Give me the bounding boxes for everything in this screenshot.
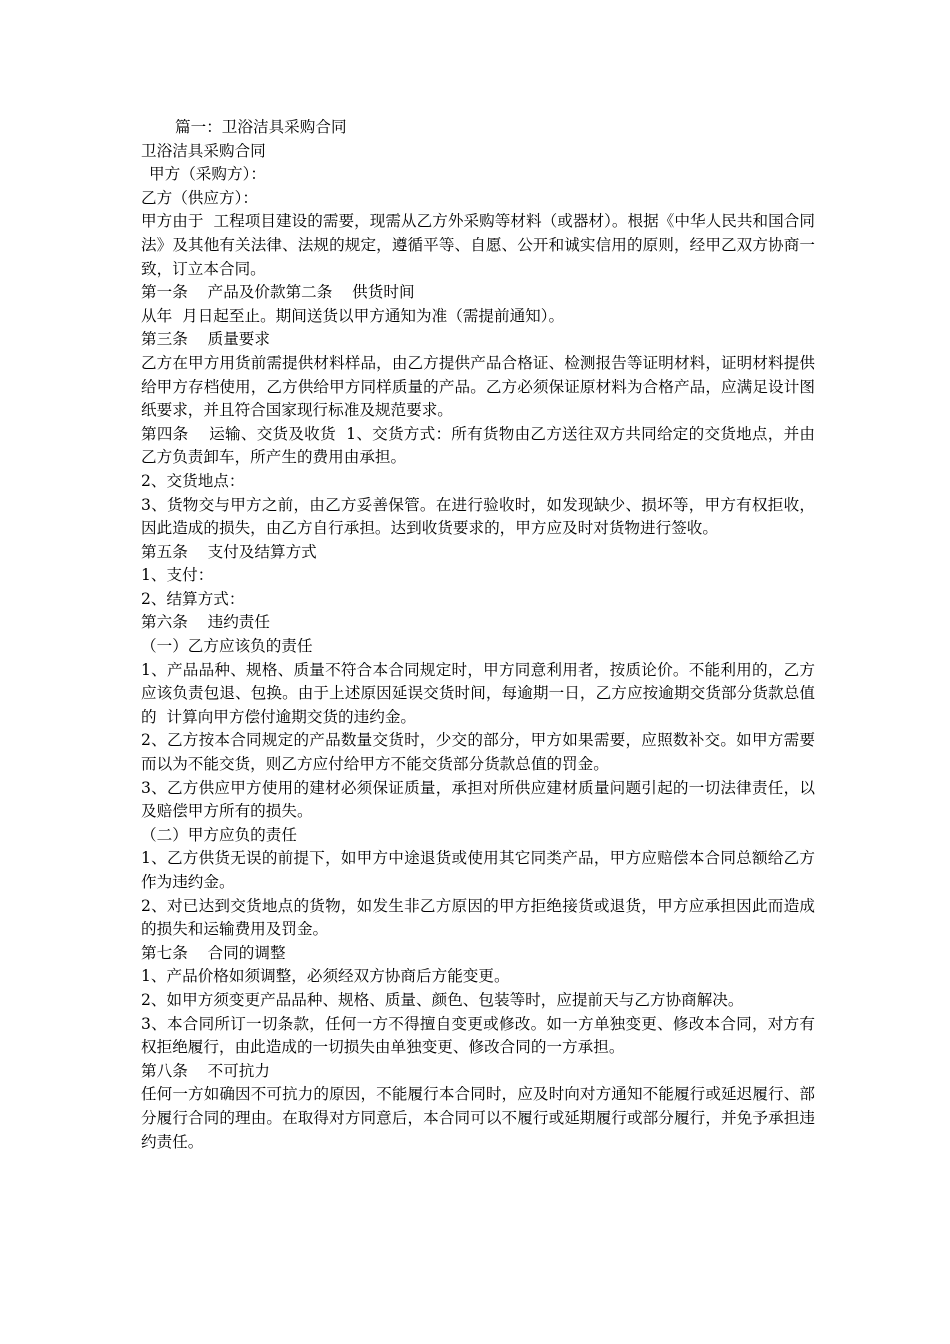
body-paragraph: 2、对已达到交货地点的货物，如发生非乙方原因的甲方拒绝接货或退货，甲方应承担因此而造成的损失和运输费用及罚金。 [141, 896, 815, 939]
body-paragraph: 从年 月日起至止。期间送货以甲方通知为准（需提前通知）。 [141, 306, 565, 325]
body-paragraph: 2、结算方式： [141, 589, 245, 608]
article-heading: 第三条 质量要求 [141, 330, 270, 349]
body-paragraph: 2、交货地点： [141, 471, 245, 490]
party-a-line: 甲方（采购方）： [149, 165, 266, 184]
body-paragraph: 1、支付： [141, 566, 214, 585]
article-heading: 第四条 运输、交货及收货 1、交货方式：所有货物由乙方送往双方共同给定的交货地点，并由乙方负责卸车，所产生的费用由承担。 [141, 424, 815, 467]
article-heading: 第五条 支付及结算方式 [141, 542, 317, 561]
body-paragraph: 3、乙方供应甲方使用的建材必须保证质量，承担对所供应建材质量问题引起的一切法律责任，以及赔偿甲方所有的损失。 [141, 778, 815, 821]
body-paragraph: 乙方在甲方用货前需提供材料样品，由乙方提供产品合格证、检测报告等证明材料，证明材料提供给甲方存档使用，乙方供给甲方同样质量的产品。乙方必须保证原材料为合格产品，应满足设计图纸要求，并且符合国家现行标准及规范要求。 [141, 353, 815, 420]
body-paragraph: 3、货物交与甲方之前，由乙方妥善保管。在进行验收时，如发现缺少、损坏等，甲方有权拒收，因此造成的损失，由乙方自行承担。达到收货要求的，甲方应及时对货物进行签收。 [141, 495, 815, 538]
article-heading: 第七条 合同的调整 [141, 943, 286, 962]
document-section-title: 篇一：卫浴洁具采购合同 [175, 118, 347, 136]
article-heading: 第六条 违约责任 [141, 613, 270, 632]
article-heading: 第一条 产品及价款第二条 供货时间 [141, 283, 415, 302]
subsection-heading: （二）甲方应负的责任 [141, 825, 297, 844]
preamble-paragraph: 甲方由于 工程项目建设的需要，现需从乙方外采购等材料（或器材）。根据《中华人民共和国合同法》及其他有关法律、法规的规定，遵循平等、自愿、公开和诚实信用的原则，经甲乙双方协商一致，订立本合同。 [141, 212, 815, 278]
body-paragraph: 1、乙方供货无误的前提下，如甲方中途退货或使用其它同类产品，甲方应赔偿本合同总额给乙方作为违约金。 [141, 849, 815, 891]
body-paragraph: 2、乙方按本合同规定的产品数量交货时，少交的部分，甲方如果需要，应照数补交。如甲方需要而以为不能交货，则乙方应付给甲方不能交货部分货款总值的罚金。 [141, 731, 815, 774]
body-paragraph: 1、产品价格如须调整，必须经双方协商后方能变更。 [141, 967, 510, 986]
body-paragraph: 2、如甲方须变更产品品种、规格、质量、颜色、包装等时，应提前天与乙方协商解决。 [141, 990, 744, 1009]
document-title: 卫浴洁具采购合同 [141, 141, 266, 160]
body-paragraph: 1、产品品种、规格、质量不符合本合同规定时，甲方同意利用者，按质论价。不能利用的，乙方应该负责包退、包换。由于上述原因延误交货时间，每逾期一日，乙方应按逾期交货部分货款总值的 计算向甲方偿付逾期交货的违约金。 [141, 660, 815, 726]
subsection-heading: （一）乙方应该负的责任 [141, 637, 313, 656]
contract-document [141, 116, 815, 1154]
body-paragraph: 任何一方如确因不可抗力的原因，不能履行本合同时，应及时向对方通知不能履行或延迟履行、部分履行合同的理由。在取得对方同意后，本合同可以不履行或延期履行或部分履行，并免予承担违约责任。 [141, 1085, 815, 1151]
party-b-line: 乙方（供应方）： [141, 188, 258, 207]
article-heading: 第八条 不可抗力 [141, 1061, 270, 1080]
body-paragraph: 3、本合同所订一切条款，任何一方不得擅自变更或修改。如一方单独变更、修改本合同，对方有权拒绝履行，由此造成的一切损失由单独变更、修改合同的一方承担。 [141, 1014, 815, 1057]
